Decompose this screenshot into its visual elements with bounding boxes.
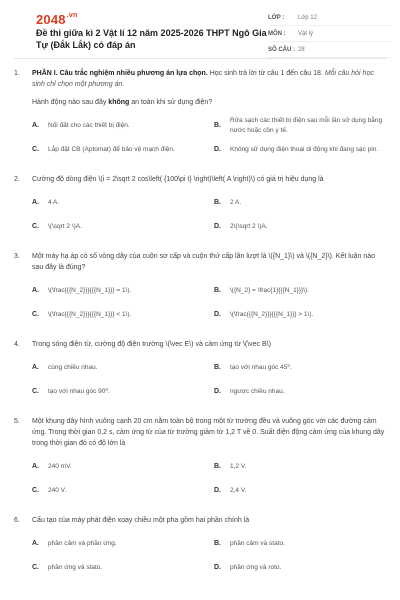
option-a[interactable]	[32, 358, 204, 378]
option-grid	[32, 534, 386, 582]
option-b[interactable]	[214, 116, 386, 136]
site-logo[interactable]	[36, 12, 77, 27]
logo-main: 2048	[36, 12, 66, 27]
question-2	[14, 174, 386, 241]
option-text: Nối đất cho các thiết bị điện.	[48, 122, 130, 129]
question-6	[14, 515, 386, 582]
option-letter: A.	[32, 364, 39, 371]
question-number: 5.	[14, 418, 20, 425]
option-b[interactable]	[214, 358, 386, 378]
stem-emphasis: không	[108, 99, 130, 106]
meta-row-grade	[268, 10, 392, 26]
option-b[interactable]	[214, 281, 386, 301]
option-letter: B.	[214, 364, 221, 371]
option-text: \(\frac{{{N_2}}}{{{N_1}}} < 1\).	[48, 311, 132, 318]
meta-key: SỐ CÂU :	[268, 46, 295, 53]
option-letter: C.	[32, 388, 39, 395]
question-stem	[32, 97, 386, 108]
option-text: 2\(\sqrt 2 \)A.	[230, 223, 268, 230]
question-number: 4.	[14, 341, 20, 348]
option-text: 1,2 V.	[230, 463, 247, 470]
question-5	[14, 416, 386, 505]
option-grid	[32, 457, 386, 505]
option-letter: C.	[32, 487, 39, 494]
question-number: 3.	[14, 253, 20, 260]
meta-row-count	[268, 42, 392, 58]
option-letter: B.	[214, 122, 221, 129]
option-d[interactable]	[214, 140, 386, 160]
option-text: Lắp đặt CB (Aptomat) để bảo vệ mạch điện.	[48, 146, 175, 153]
option-a[interactable]	[32, 457, 204, 477]
option-grid	[32, 116, 386, 164]
option-text: 240 V.	[48, 487, 67, 494]
option-text: 2,4 V.	[230, 487, 247, 494]
option-text: Không sử dụng điện thoại di động khi đang sạc pin.	[230, 146, 379, 153]
option-c[interactable]	[32, 558, 204, 578]
stem-part: an toàn khi sử dụng điện?	[129, 99, 213, 106]
meta-table	[268, 10, 392, 58]
document-title: Đề thi giữa kì 2 Vật lí 12 năm 2025-2026 THPT Ngô Gia Tự (Đắk Lắk) có đáp án	[36, 28, 267, 50]
question-text: Cấu tạo của máy phát điện xoay chiều một pha gồm hai phần chính là	[32, 517, 250, 524]
option-c[interactable]	[32, 481, 204, 501]
option-d[interactable]	[214, 217, 386, 237]
option-text: \(\frac{{{N_2}}}{{{N_1}}} = 1\).	[48, 287, 132, 294]
question-number: 2.	[14, 176, 20, 183]
option-letter: D.	[214, 311, 221, 318]
option-text: \({N_2} = \frac{1}{{{N_1}}}\).	[230, 287, 309, 294]
option-d[interactable]	[214, 481, 386, 501]
option-letter: A.	[32, 287, 39, 294]
option-letter: B.	[214, 199, 221, 206]
option-text: 4 A.	[48, 199, 60, 206]
meta-key: MÔN :	[268, 30, 286, 37]
option-d[interactable]	[214, 305, 386, 325]
option-letter: B.	[214, 287, 221, 294]
option-text: 240 mV.	[48, 463, 72, 470]
question-number: 1.	[14, 70, 20, 77]
question-text: Một khung dây hình vuông cạnh 20 cm nằm toàn bộ trong một từ trường đều và vuông góc với các đường cảm ứng. Trong thời gian 0,2 s, cảm ứng từ của từ trường giảm từ 1,2 T về 0. Suất điện động cảm ứng của khung dây trong thời gian đó có độ lớn là	[32, 418, 385, 447]
question-1	[14, 68, 386, 164]
option-text: phần cảm và phần ứng.	[48, 540, 117, 547]
option-b[interactable]	[214, 193, 386, 213]
question-3	[14, 251, 386, 329]
option-c[interactable]	[32, 305, 204, 325]
option-letter: D.	[214, 223, 221, 230]
option-text: cùng chiều nhau.	[48, 364, 98, 371]
option-text: ngược chiều nhau.	[230, 388, 285, 395]
option-text: tạo với nhau góc 90⁰.	[48, 388, 110, 395]
option-d[interactable]	[214, 382, 386, 402]
section-instruction: Học sinh trả lời từ câu 1 đến câu 18.	[207, 70, 325, 77]
option-grid	[32, 358, 386, 406]
option-d[interactable]	[214, 558, 386, 578]
option-letter: D.	[214, 388, 221, 395]
stem-part: Hành động nào sau đây	[32, 99, 109, 106]
option-text: \(\frac{{{N_2}}}{{{N_1}}} > 1\).	[230, 311, 314, 318]
option-a[interactable]	[32, 116, 204, 136]
option-letter: A.	[32, 199, 39, 206]
option-letter: C.	[32, 311, 39, 318]
option-a[interactable]	[32, 534, 204, 554]
option-letter: C.	[32, 223, 39, 230]
meta-value: Vật lý	[298, 30, 314, 37]
option-grid	[32, 193, 386, 241]
meta-value: Lớp 12	[298, 14, 317, 21]
option-text: 2 A.	[230, 199, 242, 206]
option-letter: C.	[32, 146, 39, 153]
option-c[interactable]	[32, 382, 204, 402]
question-text: Một máy hạ áp có số vòng dây của cuộn sơ cấp và cuộn thứ cấp lần lượt là \({N_1}\) và \({N_2}\). Kết luận nào sau đây là đúng?	[32, 253, 376, 271]
option-a[interactable]	[32, 193, 204, 213]
question-text: Trong sóng điện từ, cường độ điện trường \(\vec E\) và cảm ứng từ \(\vec B\)	[32, 341, 271, 348]
option-c[interactable]	[32, 217, 204, 237]
option-text: phần ứng và roto.	[230, 564, 282, 571]
question-text	[32, 68, 386, 108]
option-letter: C.	[32, 564, 39, 571]
option-text: \(\sqrt 2 \)A.	[48, 223, 82, 230]
document-header	[14, 0, 386, 59]
option-text: tạo với nhau góc 45⁰.	[230, 364, 292, 371]
section-heading: PHẦN I. Câu trắc nghiệm nhiều phương án lựa chọn.	[32, 70, 208, 77]
question-text: Cường độ dòng điện \(i = 2\sqrt 2 cos\left( {100\pi t} \right)\left( A \right)\) có giá trị hiệu dụng là	[32, 176, 324, 183]
option-grid	[32, 281, 386, 329]
option-letter: D.	[214, 487, 221, 494]
option-letter: B.	[214, 463, 221, 470]
section-note: Mỗi câu hỏi học sinh chỉ chọn một phương án.	[32, 70, 374, 88]
option-text: Rửa sạch các thiết bị điện sau mỗi lần sử dụng bằng nước hoặc cồn y tế.	[230, 117, 383, 134]
option-text: phần cảm và stato.	[230, 540, 285, 547]
logo-suffix: .vn	[66, 12, 78, 19]
option-b[interactable]	[214, 457, 386, 477]
option-letter: D.	[214, 146, 221, 153]
option-a[interactable]	[32, 281, 204, 301]
question-list	[14, 68, 386, 592]
option-letter: B.	[214, 540, 221, 547]
option-letter: A.	[32, 122, 39, 129]
meta-key: LỚP :	[268, 14, 285, 21]
meta-value: 28	[298, 46, 305, 53]
option-c[interactable]	[32, 140, 204, 160]
option-letter: A.	[32, 540, 39, 547]
option-text: phần ứng và stato.	[48, 564, 103, 571]
option-b[interactable]	[214, 534, 386, 554]
question-number: 6.	[14, 517, 20, 524]
option-letter: A.	[32, 463, 39, 470]
meta-row-subject	[268, 26, 392, 42]
option-letter: D.	[214, 564, 221, 571]
question-4	[14, 339, 386, 406]
